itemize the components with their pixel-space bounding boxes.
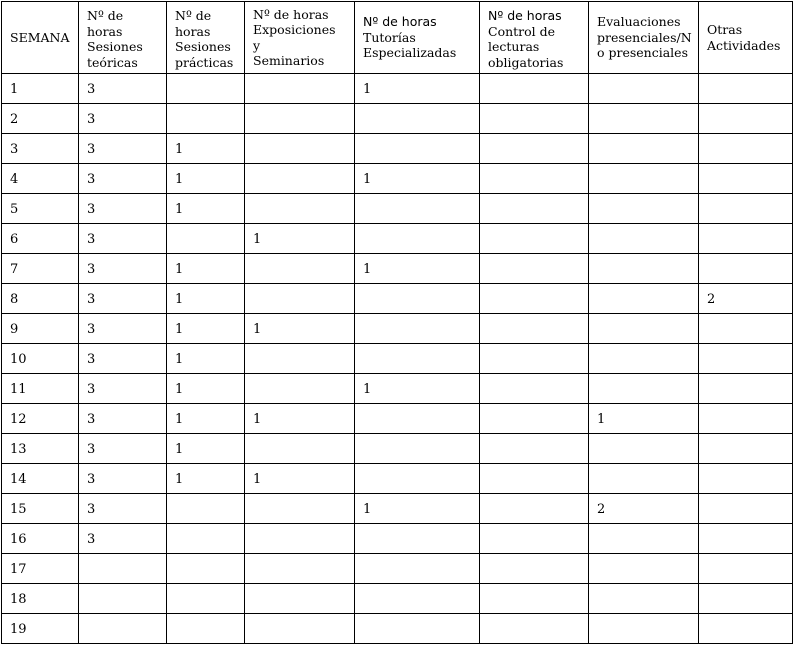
exposiciones-cell [245, 74, 355, 104]
semana-cell: 3 [2, 134, 79, 164]
control-lecturas-cell [480, 494, 589, 524]
sesiones-practicas-cell: 1 [167, 374, 245, 404]
evaluaciones-cell [589, 284, 699, 314]
sesiones-teoricas-cell: 3 [79, 284, 167, 314]
table-body [2, 74, 793, 644]
otras-actividades-cell [699, 464, 793, 494]
sesiones-teoricas-cell: 3 [79, 164, 167, 194]
semana-cell: 11 [2, 374, 79, 404]
evaluaciones-cell [589, 374, 699, 404]
table-row [2, 74, 793, 104]
tutorias-cell [355, 134, 480, 164]
semana-cell: 16 [2, 524, 79, 554]
semana-cell: 12 [2, 404, 79, 434]
semana-cell: 7 [2, 254, 79, 284]
semana-cell: 5 [2, 194, 79, 224]
semana-cell: 1 [2, 74, 79, 104]
otras-actividades-cell [699, 164, 793, 194]
header-row [2, 2, 793, 74]
sesiones-teoricas-cell: 3 [79, 464, 167, 494]
semana-cell: 13 [2, 434, 79, 464]
otras-actividades-cell [699, 494, 793, 524]
exposiciones-cell [245, 524, 355, 554]
header-line: horas [87, 23, 123, 39]
control-lecturas-cell [480, 254, 589, 284]
exposiciones-cell [245, 374, 355, 404]
header-line: Nº de [175, 8, 212, 23]
header-line: Seminarios [253, 53, 325, 68]
otras-actividades-cell [699, 614, 793, 644]
header-sesiones-practicas [167, 2, 245, 74]
tutorias-cell [355, 104, 480, 134]
sesiones-practicas-cell [167, 494, 245, 524]
table-row [2, 374, 793, 404]
control-lecturas-cell [480, 524, 589, 554]
control-lecturas-cell [480, 614, 589, 644]
exposiciones-cell [245, 614, 355, 644]
sesiones-teoricas-cell: 3 [79, 404, 167, 434]
sesiones-teoricas-cell [79, 614, 167, 644]
header-line: teóricas [87, 54, 138, 70]
control-lecturas-cell [480, 194, 589, 224]
semana-cell: 6 [2, 224, 79, 254]
otras-actividades-cell [699, 344, 793, 374]
evaluaciones-cell [589, 524, 699, 554]
header-tutorias-especializadas [355, 2, 480, 74]
tutorias-cell: 1 [355, 254, 480, 284]
otras-actividades-cell [699, 134, 793, 164]
table-row [2, 284, 793, 314]
table-row [2, 404, 793, 434]
sesiones-teoricas-cell: 3 [79, 134, 167, 164]
table-row [2, 224, 793, 254]
semana-cell: 15 [2, 494, 79, 524]
header-control-lecturas [480, 2, 589, 74]
table-row [2, 464, 793, 494]
control-lecturas-cell [480, 164, 589, 194]
exposiciones-cell: 1 [245, 314, 355, 344]
tutorias-cell: 1 [355, 74, 480, 104]
sesiones-practicas-cell: 1 [167, 284, 245, 314]
header-line: Actividades [707, 37, 781, 53]
tutorias-cell [355, 464, 480, 494]
otras-actividades-cell [699, 434, 793, 464]
header-line: Exposiciones y [253, 22, 336, 53]
sesiones-practicas-cell: 1 [167, 194, 245, 224]
header-line: Control de [488, 23, 556, 39]
control-lecturas-cell [480, 224, 589, 254]
sesiones-teoricas-cell: 3 [79, 254, 167, 284]
header-line: obligatorias [488, 54, 564, 70]
header-line: Evaluaciones [597, 14, 681, 30]
control-lecturas-cell [480, 374, 589, 404]
header-line: Otras [707, 22, 743, 37]
evaluaciones-cell [589, 164, 699, 194]
sesiones-practicas-cell: 1 [167, 164, 245, 194]
evaluaciones-cell: 2 [589, 494, 699, 524]
evaluaciones-cell [589, 344, 699, 374]
header-line: Nº de horas [363, 14, 437, 30]
tutorias-cell: 1 [355, 494, 480, 524]
header-line: Tutorías [363, 29, 416, 45]
table-row [2, 494, 793, 524]
sesiones-teoricas-cell: 3 [79, 434, 167, 464]
tutorias-cell [355, 584, 480, 614]
header-line: o presenciales [597, 45, 688, 61]
otras-actividades-cell [699, 194, 793, 224]
control-lecturas-cell [480, 584, 589, 614]
otras-actividades-cell [699, 224, 793, 254]
table-row [2, 254, 793, 284]
exposiciones-cell [245, 434, 355, 464]
evaluaciones-cell: 1 [589, 404, 699, 434]
header-otras-actividades [699, 2, 793, 74]
evaluaciones-cell [589, 584, 699, 614]
table-row [2, 614, 793, 644]
control-lecturas-cell [480, 284, 589, 314]
sesiones-teoricas-cell: 3 [79, 74, 167, 104]
table-row [2, 344, 793, 374]
table-row [2, 554, 793, 584]
table-row [2, 134, 793, 164]
otras-actividades-cell [699, 314, 793, 344]
control-lecturas-cell [480, 314, 589, 344]
header-exposiciones-seminarios [245, 2, 355, 74]
sesiones-practicas-cell [167, 224, 245, 254]
semana-cell: 8 [2, 284, 79, 314]
semana-cell: 10 [2, 344, 79, 374]
table-row [2, 194, 793, 224]
semana-cell: 4 [2, 164, 79, 194]
tutorias-cell [355, 194, 480, 224]
control-lecturas-cell [480, 434, 589, 464]
table-row [2, 104, 793, 134]
otras-actividades-cell [699, 524, 793, 554]
evaluaciones-cell [589, 464, 699, 494]
exposiciones-cell: 1 [245, 404, 355, 434]
sesiones-teoricas-cell: 3 [79, 314, 167, 344]
sesiones-practicas-cell: 1 [167, 464, 245, 494]
evaluaciones-cell [589, 614, 699, 644]
tutorias-cell: 1 [355, 374, 480, 404]
semana-cell: 18 [2, 584, 79, 614]
tutorias-cell [355, 314, 480, 344]
sesiones-practicas-cell [167, 524, 245, 554]
sesiones-practicas-cell [167, 554, 245, 584]
semana-cell: 14 [2, 464, 79, 494]
exposiciones-cell [245, 494, 355, 524]
control-lecturas-cell [480, 464, 589, 494]
evaluaciones-cell [589, 314, 699, 344]
header-sesiones-teoricas [79, 2, 167, 74]
otras-actividades-cell [699, 74, 793, 104]
exposiciones-cell [245, 284, 355, 314]
exposiciones-cell: 1 [245, 464, 355, 494]
control-lecturas-cell [480, 404, 589, 434]
exposiciones-cell: 1 [245, 224, 355, 254]
tutorias-cell [355, 344, 480, 374]
header-line: Sesiones [175, 39, 231, 54]
header-semana [2, 2, 79, 74]
sesiones-practicas-cell: 1 [167, 434, 245, 464]
sesiones-teoricas-cell: 3 [79, 374, 167, 404]
evaluaciones-cell [589, 554, 699, 584]
evaluaciones-cell [589, 254, 699, 284]
header-evaluaciones [589, 2, 699, 74]
evaluaciones-cell [589, 224, 699, 254]
control-lecturas-cell [480, 74, 589, 104]
header-line: Nº de [87, 8, 124, 23]
sesiones-practicas-cell [167, 74, 245, 104]
otras-actividades-cell [699, 104, 793, 134]
table-row [2, 584, 793, 614]
semana-cell: 9 [2, 314, 79, 344]
sesiones-practicas-cell: 1 [167, 314, 245, 344]
sesiones-practicas-cell: 1 [167, 254, 245, 284]
sesiones-practicas-cell [167, 614, 245, 644]
sesiones-teoricas-cell [79, 554, 167, 584]
exposiciones-cell [245, 254, 355, 284]
sesiones-practicas-cell: 1 [167, 404, 245, 434]
header-line: Nº de horas [488, 8, 562, 23]
header-line: SEMANA [10, 29, 70, 45]
otras-actividades-cell [699, 584, 793, 614]
sesiones-practicas-cell: 1 [167, 344, 245, 374]
tutorias-cell [355, 614, 480, 644]
tutorias-cell [355, 404, 480, 434]
control-lecturas-cell [480, 104, 589, 134]
otras-actividades-cell [699, 554, 793, 584]
header-line: presenciales/N [597, 29, 692, 45]
table-row [2, 524, 793, 554]
tutorias-cell [355, 434, 480, 464]
evaluaciones-cell [589, 134, 699, 164]
exposiciones-cell [245, 104, 355, 134]
exposiciones-cell [245, 134, 355, 164]
semana-cell: 2 [2, 104, 79, 134]
tutorias-cell: 1 [355, 164, 480, 194]
header-line: Sesiones [87, 39, 143, 54]
header-line: Especializadas [363, 45, 457, 61]
tutorias-cell [355, 284, 480, 314]
sesiones-practicas-cell [167, 584, 245, 614]
sesiones-practicas-cell [167, 104, 245, 134]
evaluaciones-cell [589, 194, 699, 224]
otras-actividades-cell [699, 374, 793, 404]
tutorias-cell [355, 224, 480, 254]
table-row [2, 314, 793, 344]
sesiones-teoricas-cell: 3 [79, 104, 167, 134]
control-lecturas-cell [480, 344, 589, 374]
sesiones-teoricas-cell: 3 [79, 224, 167, 254]
semana-cell: 17 [2, 554, 79, 584]
tutorias-cell [355, 554, 480, 584]
sesiones-teoricas-cell: 3 [79, 194, 167, 224]
evaluaciones-cell [589, 434, 699, 464]
header-line: Nº de horas [253, 6, 329, 22]
header-line: lecturas [488, 39, 540, 54]
sesiones-teoricas-cell: 3 [79, 344, 167, 374]
tutorias-cell [355, 524, 480, 554]
table-row [2, 434, 793, 464]
control-lecturas-cell [480, 554, 589, 584]
sesiones-teoricas-cell: 3 [79, 524, 167, 554]
control-lecturas-cell [480, 134, 589, 164]
table-row [2, 164, 793, 194]
otras-actividades-cell [699, 254, 793, 284]
sesiones-teoricas-cell: 3 [79, 494, 167, 524]
header-line: prácticas [175, 54, 234, 70]
exposiciones-cell [245, 164, 355, 194]
exposiciones-cell [245, 584, 355, 614]
header-line: horas [175, 23, 211, 39]
otras-actividades-cell: 2 [699, 284, 793, 314]
exposiciones-cell [245, 554, 355, 584]
sesiones-practicas-cell: 1 [167, 134, 245, 164]
exposiciones-cell [245, 194, 355, 224]
otras-actividades-cell [699, 404, 793, 434]
semana-cell: 19 [2, 614, 79, 644]
evaluaciones-cell [589, 104, 699, 134]
evaluaciones-cell [589, 74, 699, 104]
schedule-table [1, 1, 793, 644]
sesiones-teoricas-cell [79, 584, 167, 614]
exposiciones-cell [245, 344, 355, 374]
